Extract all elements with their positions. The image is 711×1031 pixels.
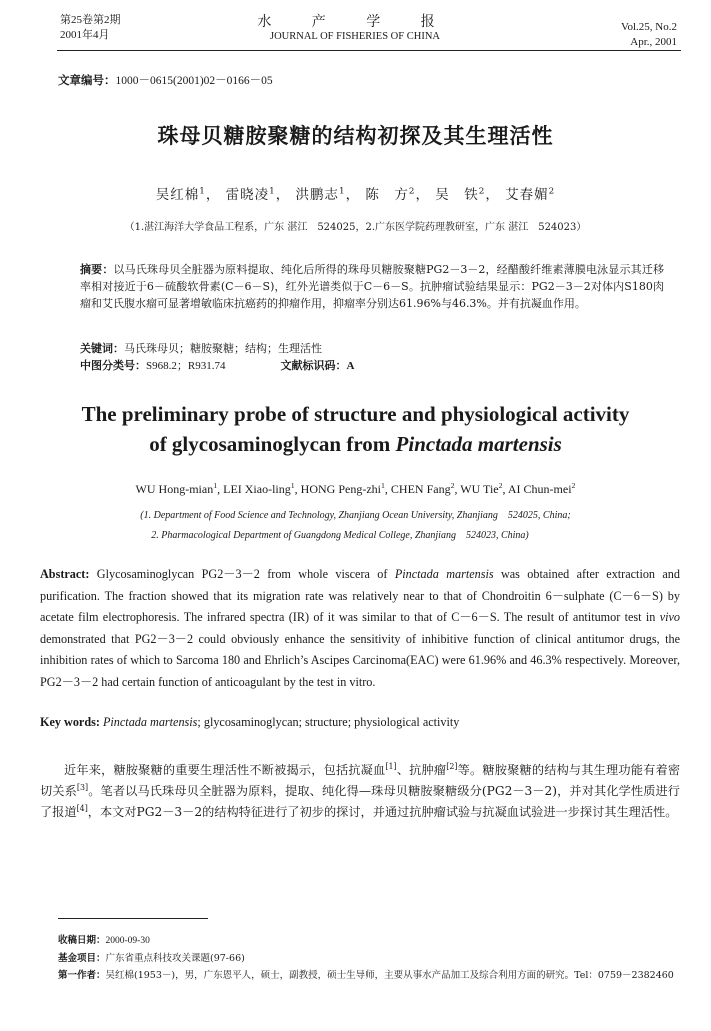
body-paragraph (40, 760, 680, 823)
abstract-en-species: Pinctada martensis (394, 567, 494, 581)
abstract-en-invivo: vivo (659, 610, 680, 624)
footnote-label: 第一作者： (58, 970, 106, 981)
citation: [4] (76, 803, 88, 813)
footnote-value: 广东省重点科技攻关课题(97-66) (105, 953, 245, 964)
author-sup: 1 (213, 481, 218, 490)
author-cn: 洪鹏志 (295, 187, 340, 203)
author-sup: 2 (450, 481, 455, 490)
article-number (58, 72, 273, 88)
keywords-en-species: Pinctada martensis (102, 715, 198, 729)
clc-value: S968.2；R931.74 (146, 360, 226, 372)
affiliation-en-2: 2. Pharmacological Department of Guangdong Medical College, Zhanjiang 524023, China) (151, 530, 529, 541)
footnotes (58, 932, 680, 984)
journal-issue-cn (60, 13, 121, 43)
author-sup: 1 (381, 481, 385, 490)
footnote-fund (58, 950, 680, 967)
affiliation-en-1: (1. Department of Food Science and Technology, Zhanjiang Ocean University, Zhanjiang 524025, China; (140, 510, 571, 521)
author-sup: 1 (339, 186, 346, 197)
citation: [3] (76, 782, 89, 792)
journal-name-cn: 水 产 学 报 (257, 14, 453, 30)
keywords-en (40, 712, 680, 734)
journal-issue-en (621, 20, 677, 50)
body-text: 近年来，糖胺聚糖的重要生理活性不断被揭示，包括抗凝血 (64, 763, 386, 777)
journal-name (205, 11, 505, 42)
footnote-value: 2000-09-30 (105, 936, 150, 946)
article-number-label: 文章编号： (58, 73, 116, 87)
footnote-received (58, 932, 680, 950)
volume-issue-en: Vol.25, No.2 (620, 21, 677, 33)
body-text: 。笔者以马氏珠母贝全脏器为原料，提取、纯化得—珠母贝糖胺聚糖级分(PG2－3－2)，并对其化学性质进行了报道 (40, 784, 680, 819)
abstract-cn (80, 261, 664, 312)
header-rule (57, 50, 681, 51)
volume-issue-cn: 第25卷第2期 (60, 14, 121, 26)
journal-name-en: JOURNAL OF FISHERIES OF CHINA (270, 31, 440, 42)
abstract-en-label: Abstract: (40, 567, 90, 581)
author-cn: 雷晓凌 (225, 187, 270, 203)
author-sup: 1 (290, 481, 295, 490)
classification-cn (80, 357, 664, 375)
author-cn: 陈 方 (365, 187, 409, 203)
date-cn: 2001年4月 (60, 29, 110, 41)
author-sup: 2 (478, 186, 486, 197)
title-cn: 珠母贝糖胺聚糖的结构初探及其生理活性 (157, 123, 554, 148)
abstract-en-text-1: Glycosaminoglycan PG2－3－2 from whole viscera of (89, 567, 395, 581)
author-en: WU Tie (460, 482, 499, 496)
article-number-value: 1000－0615(2001)02－0166－05 (115, 75, 273, 87)
footnote-author (58, 967, 680, 984)
date-en: Apr., 2001 (630, 36, 677, 48)
author-sup: 2 (571, 481, 576, 490)
keywords-cn (80, 340, 664, 357)
footnote-value: 吴红棉(1953－)，男，广东恩平人，硕士，副教授，硕士生导师，主要从事水产品加工及综合利用方面的研究。Tel：0759－2382460 (105, 970, 674, 981)
doc-code-value: A (346, 360, 355, 372)
title-en (0, 399, 711, 459)
footnote-label: 基金项目： (58, 953, 106, 964)
title-en-line2 (0, 429, 711, 459)
clc-label: 中图分类号： (80, 359, 146, 372)
abstract-en-text-2: was obtained after extraction and purification. The fraction showed that its migration rate was relatively near to that of Chondroitin 6－sulphate (C－6－S) by acetate film electrophoresis. The infrared spectra (IR) of it was similar to that of C－6－S. The result of antitumor test in (40, 567, 680, 624)
title-en-line1: The preliminary probe of structure and physiological activity (81, 402, 630, 426)
title-en-species: Pinctada martensis (395, 432, 562, 456)
author-en: CHEN Fang (390, 482, 451, 496)
author-cn: 艾春媚 (505, 187, 549, 203)
abstract-cn-text: 以马氏珠母贝全脏器为原料提取、纯化后所得的珠母贝糖胺聚糖PG2－3－2，经醋酸纤维素薄膜电泳显示其迁移率相对接近于6－硫酸软骨素(C－6－S)，红外光谱类似于C－6－S。抗肿瘤试验结果显示：PG2－3－2对体内S180肉瘤和艾氏腹水瘤可显著增敏临床抗癌药的抑瘤作用，抑瘤率分别达61.96%与46.3%。并有抗凝血作用。 (80, 263, 664, 310)
footnote-rule (58, 918, 208, 919)
author-sup: 1 (199, 186, 206, 197)
author-cn: 吴红棉 (155, 187, 200, 203)
abstract-cn-label: 摘要： (80, 263, 114, 276)
author-en: WU Hong-mian (135, 482, 214, 496)
author-en: LEI Xiao-ling (223, 482, 291, 496)
citation: [1] (385, 761, 397, 771)
author-en: AI Chun-mei (507, 482, 572, 496)
keywords-en-text: ; glycosaminoglycan; structure; physiological activity (197, 715, 460, 729)
authors-en: WU Hong-mian$^1$, LEI Xiao-ling$^1$, HONG Peng-zhi$^1$, CHEN Fang$^2$, WU Tie$^2$, AI Chun-mei$^2$ (135, 481, 576, 496)
keywords-cn-label: 关键词： (80, 342, 124, 355)
keywords-en-label: Key words: (40, 715, 100, 729)
authors-cn: 吴红棉$^1$， 雷晓凌$^1$， 洪鹏志$^1$， 陈 方$^2$， 吴 铁$^2$， 艾春媚$^2$ (155, 186, 556, 203)
body-text: ，本文对PG2－3－2的结构特征进行了初步的探讨，并通过抗肿瘤试验与抗凝血试验进一步探讨其生理活性。 (87, 805, 678, 819)
author-sup: 2 (548, 186, 556, 197)
author-sup: 1 (269, 186, 276, 197)
title-en-line2-text: of glycosaminoglycan from (149, 432, 396, 456)
doc-code-label: 文献标识码： (280, 359, 347, 372)
abstract-en-text-3: demonstrated that PG2－3－2 could obviously enhance the sensitivity of inhibitive function of clinical antitumor drugs, the inhibition rates of which to Sarcoma 180 and Ehrlich’s Ascipes Carcinoma(EAC) were 61.96% and 46.3% respectively. Moreover, PG2－3－2 had certain function of anticoagulant by the test in vitro. (40, 631, 680, 689)
author-sup: 2 (498, 481, 503, 490)
body-text: 等。糖胺聚糖的结构与其生理功能有着密切关系 (40, 763, 681, 798)
affiliation-cn: （1.湛江海洋大学食品工程系，广东 湛江 524025，2.广东医学院药理教研室，广东 湛江 524023） (124, 222, 587, 233)
footnote-label: 收稿日期： (58, 935, 106, 946)
author-en: HONG Peng-zhi (300, 482, 381, 496)
author-sup: 2 (408, 186, 416, 197)
abstract-en (40, 564, 680, 693)
keywords-cn-text: 马氏珠母贝；糖胺聚糖；结构；生理活性 (124, 342, 322, 355)
author-cn: 吴 铁 (435, 187, 479, 203)
body-text: 、抗肿瘤 (396, 763, 447, 777)
citation: [2] (446, 761, 458, 771)
